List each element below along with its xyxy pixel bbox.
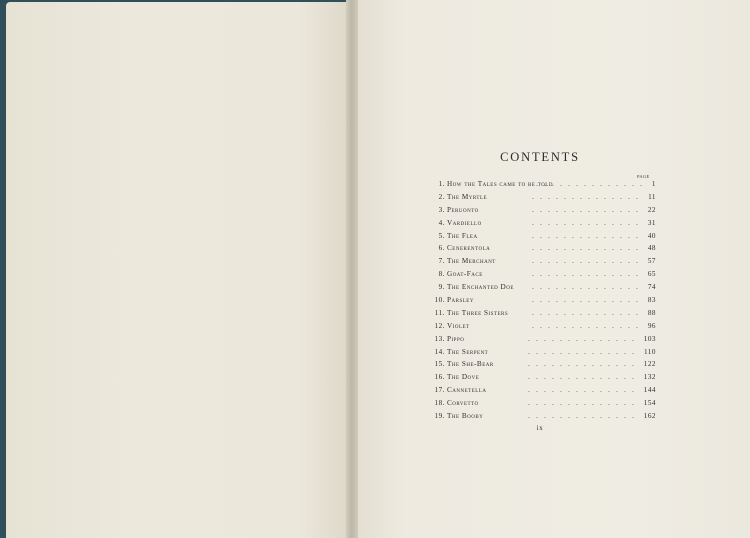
toc-leader-dots: .............. <box>532 270 644 279</box>
toc-entry-number: 10. <box>434 296 445 305</box>
toc-entry-page: 48 <box>647 244 656 253</box>
toc-leader-dots: .............. <box>532 296 644 305</box>
toc-entry-page: 83 <box>647 296 656 305</box>
toc-leader-dots: .............. <box>528 360 640 369</box>
toc-entry-number: 4. <box>438 218 445 227</box>
toc-entry-number: 17. <box>434 386 445 395</box>
toc-entry-page: 22 <box>647 205 656 214</box>
toc-entry-title: The Booby <box>447 412 484 421</box>
toc-entry-page: 1 <box>651 180 656 188</box>
toc-entry <box>425 242 656 255</box>
toc-entry-number: 2. <box>438 192 445 201</box>
left-page <box>6 2 352 538</box>
toc-entry-page: 40 <box>647 231 656 240</box>
toc-leader-dots: .............. <box>532 218 644 227</box>
toc-entry-title: Cannetella <box>447 386 487 395</box>
toc-entry <box>425 384 656 397</box>
toc-leader-dots: .............. <box>532 205 644 214</box>
toc-entry-title: Peruonto <box>447 205 479 214</box>
toc-entry-title: How the Tales came to be told <box>447 180 553 188</box>
toc-entry-title: Violet <box>447 321 470 330</box>
toc-entry-page: 57 <box>647 257 656 266</box>
toc-entry-number: 7. <box>438 257 445 266</box>
toc-entry-number: 19. <box>434 412 445 421</box>
toc-entry-page: 110 <box>643 347 656 356</box>
toc-entry <box>425 410 656 423</box>
toc-entry <box>425 204 656 217</box>
toc-entry-number: 1. <box>438 180 445 188</box>
toc-entry-title: Cenerentola <box>447 244 491 253</box>
toc-entry-number: 3. <box>438 205 445 214</box>
toc-entry <box>425 294 656 307</box>
toc-entry-number: 14. <box>434 347 445 356</box>
toc-entry-title: The She-Bear <box>447 360 494 369</box>
toc-entry-number: 12. <box>434 321 445 330</box>
toc-entry-page: 162 <box>643 412 656 421</box>
toc-entry-page: 65 <box>647 270 656 279</box>
toc-leader-dots: .............. <box>532 244 644 253</box>
toc-entry <box>425 307 656 320</box>
toc-entry <box>425 268 656 281</box>
toc-entry <box>425 217 656 230</box>
toc-entry <box>425 178 656 191</box>
toc-entry-title: Pippo <box>447 334 465 343</box>
toc-entry-title: The Flea <box>447 231 478 240</box>
toc-entry <box>425 397 656 410</box>
toc-entry-number: 8. <box>438 270 445 279</box>
toc-leader-dots: .............. <box>532 231 644 240</box>
toc-entry-title: The Serpent <box>447 347 489 356</box>
toc-leader-dots: .............. <box>528 334 640 343</box>
toc-entry <box>425 281 656 294</box>
toc-entry-page: 31 <box>647 218 656 227</box>
toc-entry-page: 122 <box>643 360 656 369</box>
toc-entry <box>425 358 656 371</box>
toc-entry-page: 88 <box>647 308 656 317</box>
toc-entry-title: Corvetto <box>447 399 479 408</box>
toc-entry-number: 15. <box>434 360 445 369</box>
toc-entry <box>425 255 656 268</box>
toc-entry-page: 74 <box>647 283 656 292</box>
contents-heading: CONTENTS <box>500 150 580 164</box>
toc-leader-dots: .............. <box>528 399 640 408</box>
page-folio: ix <box>536 424 544 432</box>
toc-entry-page: 144 <box>643 386 656 395</box>
toc-leader-dots: .............. <box>532 257 644 266</box>
book-gutter <box>346 0 358 538</box>
toc-entry-page: 11 <box>648 192 656 201</box>
table-of-contents <box>425 178 656 423</box>
toc-entry-number: 11. <box>434 308 445 317</box>
toc-entry-number: 9. <box>438 283 445 292</box>
toc-entry <box>425 371 656 384</box>
toc-entry-title: The Myrtle <box>447 192 488 201</box>
toc-leader-dots: .............. <box>532 308 644 317</box>
toc-entry-number: 18. <box>434 399 445 408</box>
toc-leader-dots: .............. <box>528 373 640 382</box>
toc-leader-dots: .............. <box>528 412 640 421</box>
toc-leader-dots: .............. <box>528 347 640 356</box>
toc-leader-dots: .............. <box>536 180 648 188</box>
toc-entry <box>425 346 656 359</box>
toc-entry-title: Parsley <box>447 296 474 305</box>
toc-entry <box>425 191 656 204</box>
toc-entry-number: 16. <box>434 373 445 382</box>
toc-leader-dots: .............. <box>532 283 644 292</box>
toc-entry-number: 5. <box>438 231 445 240</box>
toc-entry-title: Vardiello <box>447 218 482 227</box>
toc-leader-dots: .............. <box>532 192 644 201</box>
page-column-header: PAGE <box>637 174 650 179</box>
toc-entry-title: Goat-Face <box>447 270 483 279</box>
toc-entry <box>425 320 656 333</box>
toc-leader-dots: .............. <box>532 321 644 330</box>
toc-entry <box>425 230 656 243</box>
toc-entry-page: 154 <box>643 399 656 408</box>
toc-entry-number: 13. <box>434 334 445 343</box>
toc-leader-dots: .............. <box>528 386 640 395</box>
toc-entry-title: The Enchanted Doe <box>447 283 514 292</box>
toc-entry-number: 6. <box>438 244 445 253</box>
toc-entry-title: The Dove <box>447 373 480 382</box>
toc-entry-page: 132 <box>643 373 656 382</box>
toc-entry <box>425 333 656 346</box>
toc-entry-title: The Three Sisters <box>447 308 509 317</box>
toc-entry-page: 103 <box>643 334 656 343</box>
toc-entry-title: The Merchant <box>447 257 496 266</box>
toc-entry-page: 96 <box>647 321 656 330</box>
